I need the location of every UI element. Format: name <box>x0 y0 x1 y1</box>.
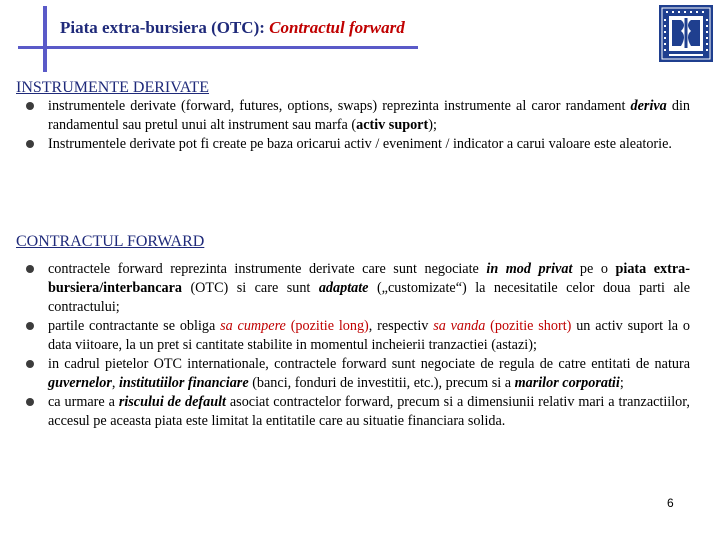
bullet-item <box>0 260 690 317</box>
slide-title-emphasis: Contractul forward <box>269 18 405 37</box>
bullet-text-segment: ); <box>428 117 437 133</box>
bullet-text-segment: contractele forward reprezinta instrumente derivate care sunt negociate <box>48 261 487 277</box>
bullet-text-segment: in mod privat <box>486 261 573 277</box>
bullet-text-segment: Instrumentele derivate pot fi create pe baza oricarui activ / eveniment / indicator a carui valoare este aleatorie. <box>48 136 672 152</box>
bullet-text-segment: instrumentele derivate (forward, futures, options, swaps) reprezinta instrumente al caror randament <box>48 98 631 114</box>
bullet-item <box>0 355 690 393</box>
bullet-text-segment: (OTC) si care sunt <box>181 280 319 296</box>
bullet-text-segment: in cadrul pietelor OTC internationale, contractele forward sunt negociate de regula de catre entitati de natura <box>48 356 690 372</box>
bullet-text-segment: piata extra-bursiera/interbancara <box>48 261 690 296</box>
bullet-text-segment: guvernelor <box>48 375 112 391</box>
bullet-item <box>0 135 690 154</box>
bullet-text-segment: asociat contractelor forward, precum si a dimensiunii relativ mari a tranzactiilor, accesul pe aceasta piata este limitat la entitatile care au situatie financiara solida. <box>48 394 690 429</box>
bullet-text-segment: ; <box>619 375 624 391</box>
bullet-text-segment: („customizate“) la necesitatile celor doua parti ale contractului; <box>48 280 690 315</box>
bullet-text-segment: (pozitie long) <box>290 318 369 334</box>
page-number: 6 <box>667 496 674 510</box>
bullet-text-segment: din randamentul sau pretul unui alt instrument sau marfa ( <box>48 98 690 133</box>
bullet-text-segment: deriva <box>630 98 667 114</box>
bullet-item <box>0 317 690 355</box>
slide-title <box>60 18 405 38</box>
bullet-text-segment: sa cumpere <box>220 318 286 334</box>
bullet-text-segment: un activ suport la o data viitoare, la un pret si cantitate stabilite in momentul incheierii tranzactiei (astazi); <box>48 318 691 353</box>
bullet-text-segment: adaptate <box>318 280 369 296</box>
bullet-dot-icon <box>26 102 34 110</box>
title-horizontal-rule <box>18 46 418 49</box>
bullet-text-segment: marilor corporatii <box>514 375 620 391</box>
bullet-text-segment: , respectiv <box>368 318 434 334</box>
bullet-dot-icon <box>26 322 34 330</box>
bullet-text-segment: , <box>111 375 119 391</box>
bullet-text-segment: (banci, fonduri de investitii, etc.), precum si a <box>248 375 515 391</box>
bullet-text-segment: sa vanda <box>433 318 486 334</box>
bullet-text-segment: activ suport <box>356 117 429 133</box>
bullet-text-segment: partile contractante se obliga <box>48 318 221 334</box>
bullet-item <box>0 393 690 431</box>
bullet-dot-icon <box>26 398 34 406</box>
bullet-text-segment: ca urmare a <box>48 394 119 410</box>
bullet-text-segment: pe o <box>572 261 616 277</box>
bullet-list-derivative-instruments <box>0 97 690 154</box>
bullet-text-segment: institutiilor financiare <box>118 375 249 391</box>
bullet-text-segment: (pozitie short) <box>490 318 572 334</box>
bullet-item <box>0 97 690 135</box>
bullet-dot-icon <box>26 265 34 273</box>
bullet-dot-icon <box>26 140 34 148</box>
section-heading-derivative-instruments: INSTRUMENTE DERIVATE <box>16 79 210 96</box>
university-logo-icon <box>659 5 713 62</box>
section-heading-forward-contract: CONTRACTUL FORWARD <box>16 233 205 250</box>
bullet-text-segment: riscului de default <box>118 394 226 410</box>
bullet-list-forward-contract <box>0 260 690 431</box>
bullet-dot-icon <box>26 360 34 368</box>
title-vertical-rule <box>43 6 47 72</box>
slide-title-prefix: Piata extra-bursiera (OTC): <box>60 18 270 37</box>
